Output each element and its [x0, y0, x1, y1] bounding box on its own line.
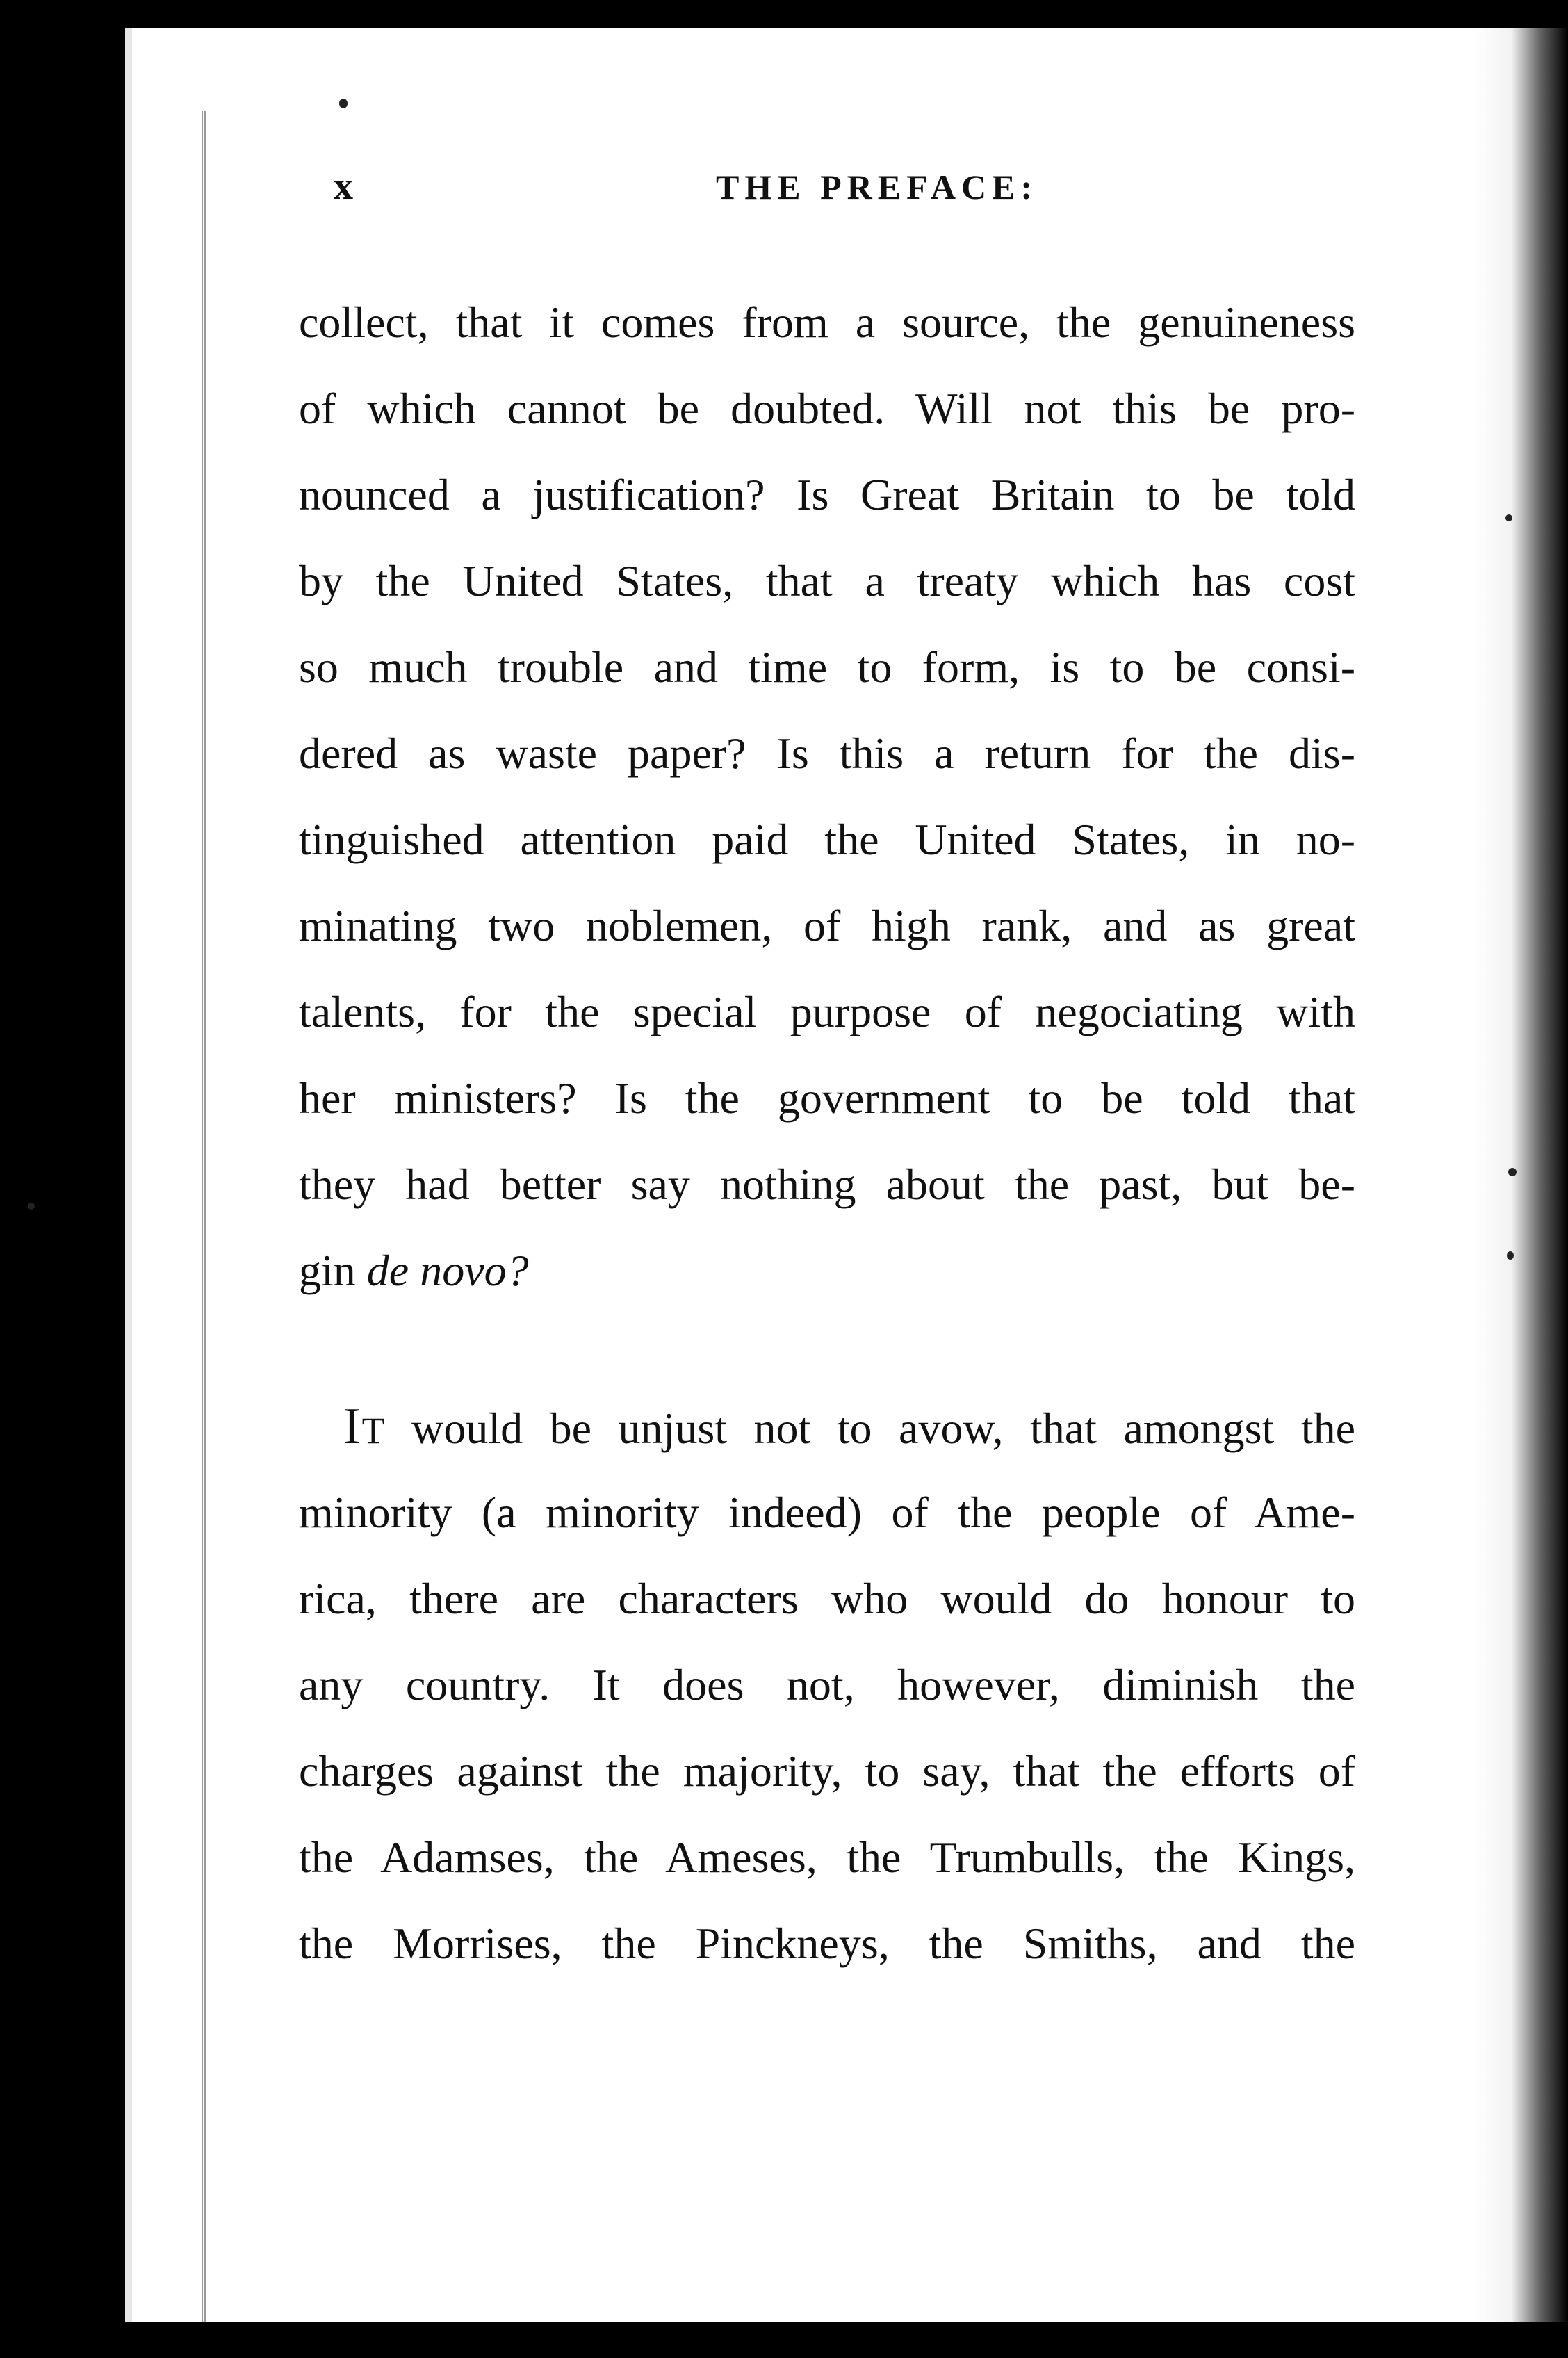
- text-line: minating two noblemen, of high rank, and as great: [299, 901, 1355, 950]
- text-line: rica, there are characters who would do honour to: [299, 1574, 1355, 1623]
- page-number: x: [334, 165, 353, 208]
- initial-capital: I: [343, 1398, 362, 1455]
- text-line: the Adamses, the Ameses, the Trumbulls, the Kings,: [299, 1832, 1355, 1882]
- text-line: by the United States, that a treaty which has cost: [299, 556, 1355, 605]
- text-line: her ministers? Is the government to be told that: [299, 1073, 1355, 1123]
- text-line: the Morrises, the Pinckneys, the Smiths, and the: [299, 1919, 1355, 1968]
- text-line: dered as waste paper? Is this a return for the dis-: [299, 729, 1355, 778]
- text-line: minority (a minority indeed) of the people of Ame-: [299, 1488, 1355, 1537]
- small-capital: T: [361, 1410, 385, 1452]
- text-line: talents, for the special purpose of negociating with: [299, 987, 1355, 1036]
- ink-speck: [1507, 1251, 1514, 1260]
- page-edge-shadow: [1473, 28, 1568, 2322]
- ink-speck: [339, 99, 348, 108]
- text-line: any country. It does not, however, diminish the: [299, 1660, 1355, 1709]
- paragraph-1: [299, 279, 1355, 1314]
- ink-speck: [1505, 514, 1512, 521]
- text-span: gin: [299, 1246, 367, 1295]
- text-line: tinguished attention paid the United States, in no-: [299, 815, 1355, 864]
- binding-gutter: [202, 111, 207, 2322]
- text-line-last: [299, 1228, 1355, 1314]
- paragraph-2: [299, 1383, 1355, 1987]
- text-line: so much trouble and time to form, is to be consi-: [299, 642, 1355, 692]
- running-head: [334, 164, 1376, 227]
- italic-phrase: de novo?: [366, 1246, 529, 1295]
- text-line: collect, that it comes from a source, the genuineness: [299, 298, 1355, 347]
- ink-speck: [28, 1203, 35, 1210]
- text-line-first: [299, 1383, 1355, 1470]
- text-line: nounced a justification? Is Great Britain to be told: [299, 470, 1355, 519]
- text-span: would be unjust not to avow, that amongst the: [384, 1404, 1355, 1453]
- text-line: of which cannot be doubted. Will not this be pro-: [299, 384, 1355, 433]
- text-line: charges against the majority, to say, that the efforts of: [299, 1746, 1355, 1796]
- ink-speck: [1508, 1168, 1517, 1176]
- header-title: THE PREFACE:: [716, 168, 1038, 206]
- text-line: they had better say nothing about the past, but be-: [299, 1160, 1355, 1209]
